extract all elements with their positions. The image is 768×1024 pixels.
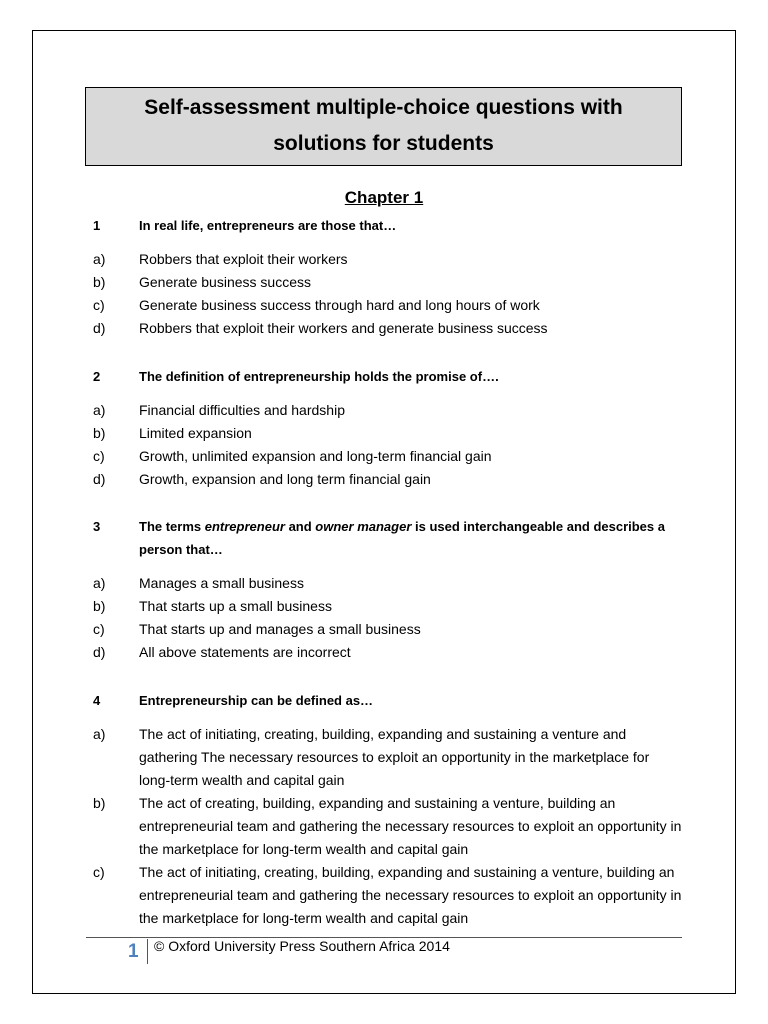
option-text: Financial difficulties and hardship <box>139 402 345 418</box>
option-list <box>93 399 683 491</box>
option-c <box>93 861 683 930</box>
option-letter: c) <box>93 448 105 464</box>
option-letter: b) <box>93 274 106 290</box>
question-text-part: is used interchangeable and describes a person that… <box>139 519 665 557</box>
question-number: 2 <box>93 369 101 384</box>
term-owner-manager: owner manager <box>315 519 412 534</box>
question-number: 1 <box>93 218 101 233</box>
question-4-header <box>93 689 683 712</box>
option-letter: a) <box>93 251 106 267</box>
option-c <box>93 618 683 641</box>
question-number: 4 <box>93 693 101 708</box>
question-4 <box>93 689 683 930</box>
footer-divider <box>147 939 148 964</box>
question-2-header <box>93 365 683 388</box>
option-letter: b) <box>93 598 106 614</box>
option-letter: c) <box>93 621 105 637</box>
option-a <box>93 723 683 792</box>
option-letter: b) <box>93 795 106 811</box>
option-b <box>93 792 683 861</box>
option-text: The act of initiating, creating, building, expanding and sustaining a venture, building an entrepreneurial team and gathering the necessary resources to exploit an opportunity in the marketplace for long-term wealth and capital gain <box>139 864 682 926</box>
option-list <box>93 723 683 930</box>
option-letter: d) <box>93 320 106 336</box>
question-text: In real life, entrepreneurs are those that… <box>139 218 397 233</box>
question-3 <box>93 515 683 664</box>
option-b <box>93 422 683 445</box>
option-text: That starts up and manages a small business <box>139 621 421 637</box>
option-letter: d) <box>93 471 106 487</box>
option-list <box>93 572 683 664</box>
option-text: Robbers that exploit their workers and generate business success <box>139 320 548 336</box>
option-text: Manages a small business <box>139 575 304 591</box>
copyright-notice: © Oxford University Press Southern Africa 2014 <box>154 938 450 954</box>
title-line-1: Self-assessment multiple-choice questions with <box>144 96 623 119</box>
option-b <box>93 595 683 618</box>
option-text: That starts up a small business <box>139 598 332 614</box>
option-d <box>93 317 683 340</box>
option-letter: c) <box>93 864 105 880</box>
option-c <box>93 294 683 317</box>
question-3-header <box>93 515 683 561</box>
option-text: Robbers that exploit their workers <box>139 251 348 267</box>
question-text <box>139 515 683 561</box>
option-text: Growth, expansion and long term financial gain <box>139 471 431 487</box>
question-2 <box>93 365 683 491</box>
option-text: The act of initiating, creating, building, expanding and sustaining a venture and gathering The necessary resources to exploit an opportunity in the marketplace for long-term wealth and capital gain <box>139 726 650 788</box>
option-list <box>93 248 683 340</box>
title-box <box>85 87 682 166</box>
option-text: Generate business success <box>139 274 311 290</box>
option-c <box>93 445 683 468</box>
chapter-heading: Chapter 1 <box>344 188 424 207</box>
term-entrepreneur: entrepreneur <box>204 519 285 534</box>
option-letter: a) <box>93 402 106 418</box>
option-d <box>93 641 683 664</box>
option-letter: c) <box>93 297 105 313</box>
question-text-part: The terms <box>139 519 205 534</box>
option-text: All above statements are incorrect <box>139 644 351 660</box>
question-text: The definition of entrepreneurship holds the promise of…. <box>139 369 499 384</box>
option-text: Growth, unlimited expansion and long-term financial gain <box>139 448 492 464</box>
question-number: 3 <box>93 519 101 534</box>
option-letter: b) <box>93 425 106 441</box>
question-1-header <box>93 214 683 237</box>
question-text-part: and <box>284 519 316 534</box>
option-text: Limited expansion <box>139 425 252 441</box>
option-letter: a) <box>93 575 106 591</box>
option-a <box>93 572 683 595</box>
option-text: Generate business success through hard and long hours of work <box>139 297 540 313</box>
option-a <box>93 399 683 422</box>
page-number: 1 <box>128 941 139 962</box>
title-line-2: solutions for students <box>273 132 494 155</box>
question-text: Entrepreneurship can be defined as… <box>139 693 374 708</box>
option-letter: d) <box>93 644 106 660</box>
option-b <box>93 271 683 294</box>
option-d <box>93 468 683 491</box>
option-text: The act of creating, building, expanding and sustaining a venture, building an entrepreneurial team and gathering the necessary resources to exploit an opportunity in the marketplace for long-term wealth and capital gain <box>139 795 682 857</box>
question-1 <box>93 214 683 340</box>
option-a <box>93 248 683 271</box>
option-letter: a) <box>93 726 106 742</box>
